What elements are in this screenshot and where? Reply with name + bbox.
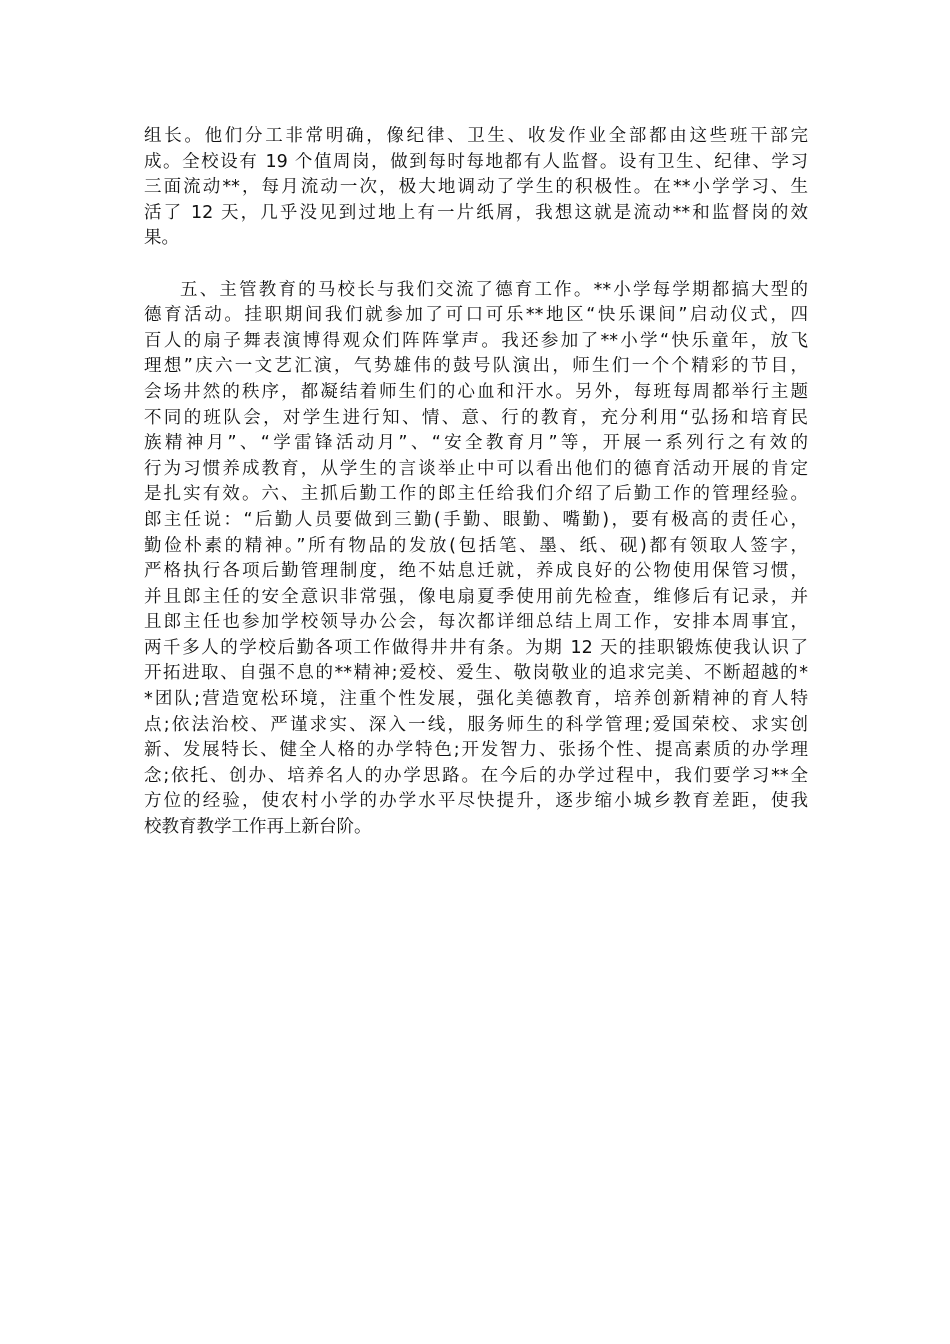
text-line: 会场井然的秩序，都凝结着师生们的心血和汗水。另外，每班每周都举行主题 (144, 381, 808, 402)
text-line: 新、发展特长、健全人格的办学特色;开发智力、张扬个性、提高素质的办学理 (144, 740, 808, 761)
text-line: 郎主任说：“后勤人员要做到三勤(手勤、眼勤、嘴勤)，要有极高的责任心， (144, 509, 808, 530)
text-line: 活了 12 天，几乎没见到过地上有一片纸屑，我想这就是流动**和监督岗的效 (144, 202, 808, 223)
text-line: 百人的扇子舞表演博得观众们阵阵掌声。我还参加了**小学“快乐童年，放飞 (144, 330, 808, 351)
text-line: 两千多人的学校后勤各项工作做得井井有条。为期 12 天的挂职锻炼使我认识了 (144, 637, 808, 658)
text-line: 方位的经验，使农村小学的办学水平尽快提升，逐步缩小城乡教育差距，使我 (144, 791, 808, 812)
text-line: 且郎主任也参加学校领导办公会，每次都详细总结上周工作，安排本周事宜， (144, 612, 808, 633)
text-line: 念;依托、创办、培养名人的办学思路。在今后的办学过程中，我们要学习**全 (144, 765, 808, 786)
paragraph-2 (144, 278, 808, 841)
text-line: 三面流动**，每月流动一次，极大地调动了学生的积极性。在**小学学习、生 (144, 177, 808, 198)
text-line: 五、主管教育的马校长与我们交流了德育工作。**小学每学期都搞大型的 (180, 279, 808, 300)
text-line: 勤俭朴素的精神。”所有物品的发放(包括笔、墨、纸、砚)都有领取人签字， (144, 535, 808, 556)
text-line: 成。全校设有 19 个值周岗，做到每时每地都有人监督。设有卫生、纪律、学习 (144, 151, 808, 172)
text-line: 并且郎主任的安全意识非常强，像电扇夏季使用前先检查，维修后有记录，并 (144, 586, 808, 607)
text-line: 行为习惯养成教育，从学生的言谈举止中可以看出他们的德育活动开展的肯定 (144, 458, 808, 479)
paragraph-spacer (144, 252, 808, 278)
document-body (144, 124, 808, 841)
text-line: 果。 (144, 228, 179, 249)
text-line: 校教育教学工作再上新台阶。 (144, 817, 372, 838)
paragraph-1 (144, 124, 808, 252)
text-line: 开拓进取、自强不息的**精神;爱校、爱生、敬岗敬业的追求完美、不断超越的* (144, 663, 808, 684)
text-line: 德育活动。挂职期间我们就参加了可口可乐**地区“快乐课间”启动仪式，四 (144, 305, 808, 326)
text-line: 族精神月”、“学雷锋活动月”、“安全教育月”等，开展一系列行之有效的 (144, 433, 808, 454)
text-line: 是扎实有效。六、主抓后勤工作的郎主任给我们介绍了后勤工作的管理经验。 (144, 484, 808, 505)
text-line: *团队;营造宽松环境，注重个性发展，强化美德教育，培养创新精神的育人特 (144, 689, 808, 710)
text-line: 组长。他们分工非常明确，像纪律、卫生、收发作业全部都由这些班干部完 (144, 126, 808, 146)
text-line: 理想”庆六一文艺汇演，气势雄伟的鼓号队演出，师生们一个个精彩的节目， (144, 356, 808, 377)
text-line: 点;依法治校、严谨求实、深入一线，服务师生的科学管理;爱国荣校、求实创 (144, 714, 808, 735)
text-line: 严格执行各项后勤管理制度，绝不姑息迁就，养成良好的公物使用保管习惯， (144, 561, 808, 582)
text-line: 不同的班队会，对学生进行知、情、意、行的教育，充分利用“弘扬和培育民 (144, 407, 808, 428)
